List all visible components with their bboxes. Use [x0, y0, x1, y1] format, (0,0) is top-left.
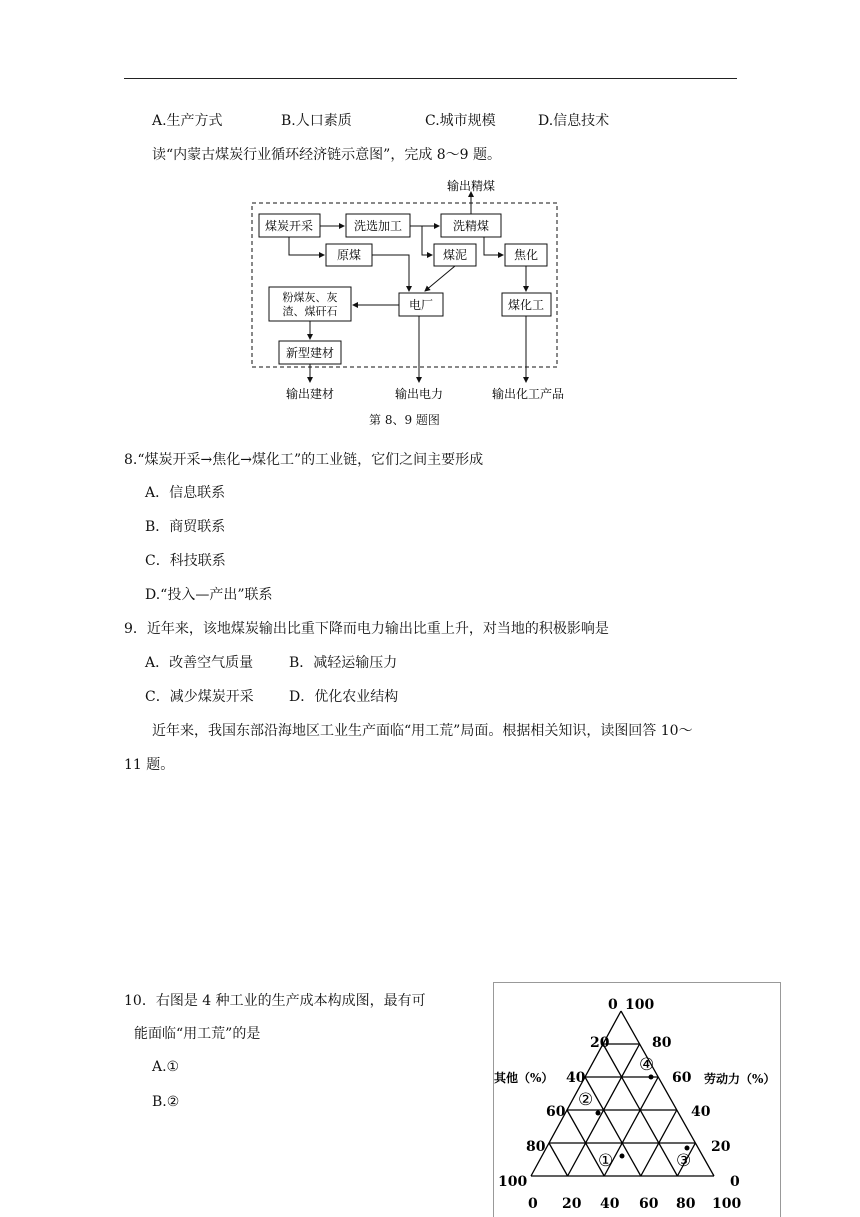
point-4 [649, 1075, 654, 1080]
bottom-tick-80: 80 [676, 1196, 696, 1212]
q10-option-a: A.① [152, 1059, 180, 1075]
point-3 [685, 1146, 690, 1151]
label-power-plant: 电厂 [408, 298, 434, 312]
figure-caption-8-9: 第 8、9 题图 [369, 413, 440, 427]
intro-10-11-line2: 11 题。 [124, 757, 175, 773]
apex-tick-right: 100 [625, 997, 655, 1013]
point-label-3: ③ [676, 1151, 692, 1171]
left-tick-20: 20 [590, 1035, 610, 1051]
left-axis-label: 其他（%） [494, 1071, 554, 1085]
q8-option-a: A．信息联系 [145, 485, 226, 501]
q9-option-b: B．减轻运输压力 [289, 655, 398, 671]
point-label-2: ② [578, 1090, 594, 1110]
q7-option-c: C.城市规模 [425, 113, 496, 129]
q9-option-c: C．减少煤炭开采 [145, 689, 254, 705]
q10-stem-line1: 10．右图是 4 种工业的生产成本构成图，最有可 [124, 993, 426, 1009]
q8-stem: 8.“煤炭开采→焦化→煤化工”的工业链，它们之间主要形成 [124, 452, 484, 468]
q8-option-c: C．科技联系 [145, 553, 226, 569]
label-fly-ash-1: 粉煤灰、灰 [282, 291, 338, 304]
point-1 [620, 1154, 625, 1159]
q7-option-b: B.人口素质 [281, 113, 352, 129]
q10-stem-line2: 能面临“用工荒”的是 [134, 1026, 261, 1042]
label-out-clean-coal: 输出精煤 [446, 179, 496, 193]
right-tick-60: 60 [672, 1070, 692, 1086]
q7-option-d: D.信息技术 [538, 113, 610, 129]
intro-8-9: 读“内蒙古煤炭行业循环经济链示意图”，完成 8～9 题。 [152, 147, 502, 163]
label-fly-ash-2: 渣、煤矸石 [282, 305, 338, 318]
header-rule [124, 78, 737, 79]
bottom-tick-60: 60 [639, 1196, 659, 1212]
label-coal-chem: 煤化工 [507, 298, 545, 312]
bottom-tick-40: 40 [600, 1196, 620, 1212]
label-mining: 煤炭开采 [264, 219, 314, 233]
point-2 [596, 1111, 601, 1116]
ternary-chart [494, 983, 780, 1217]
bottom-tick-0: 0 [528, 1196, 538, 1212]
label-out-chem: 输出化工产品 [491, 387, 565, 401]
right-tick-0: 0 [730, 1174, 740, 1190]
q7-option-a: A.生产方式 [152, 113, 223, 129]
q8-option-d: D.“投入—产出”联系 [145, 587, 273, 603]
q9-option-d: D．优化农业结构 [289, 689, 399, 705]
right-tick-40: 40 [691, 1104, 711, 1120]
coal-flow-diagram [240, 172, 580, 412]
left-tick-100: 100 [498, 1174, 528, 1190]
intro-10-11-line1: 近年来，我国东部沿海地区工业生产面临“用工荒”局面。根据相关知识，读图回答 10～ [152, 723, 693, 739]
right-tick-80: 80 [652, 1035, 672, 1051]
q9-option-a: A．改善空气质量 [145, 655, 254, 671]
left-tick-40: 40 [566, 1070, 586, 1086]
right-tick-20: 20 [711, 1139, 731, 1155]
label-coking: 焦化 [513, 248, 539, 262]
label-building: 新型建材 [285, 346, 335, 360]
label-clean-coal: 洗精煤 [452, 219, 490, 233]
right-axis-label: 劳动力（%） [704, 1072, 776, 1086]
q9-stem: 9．近年来，该地煤炭输出比重下降而电力输出比重上升，对当地的积极影响是 [124, 621, 609, 637]
label-slime: 煤泥 [442, 248, 468, 262]
label-raw-coal: 原煤 [336, 248, 362, 262]
point-label-4: ④ [639, 1055, 655, 1075]
label-out-building: 输出建材 [285, 387, 335, 401]
left-tick-80: 80 [526, 1139, 546, 1155]
bottom-tick-20: 20 [562, 1196, 582, 1212]
point-label-1: ① [598, 1151, 614, 1171]
grid-line-rising [549, 1143, 568, 1176]
apex-tick-left: 0 [608, 997, 618, 1013]
label-out-power: 输出电力 [394, 387, 444, 401]
left-tick-60: 60 [546, 1104, 566, 1120]
label-washing: 洗选加工 [353, 219, 403, 233]
q8-option-b: B．商贸联系 [145, 519, 226, 535]
ternary-chart-frame [493, 982, 781, 1217]
q10-option-b: B.② [152, 1094, 180, 1110]
bottom-tick-100: 100 [712, 1196, 742, 1212]
